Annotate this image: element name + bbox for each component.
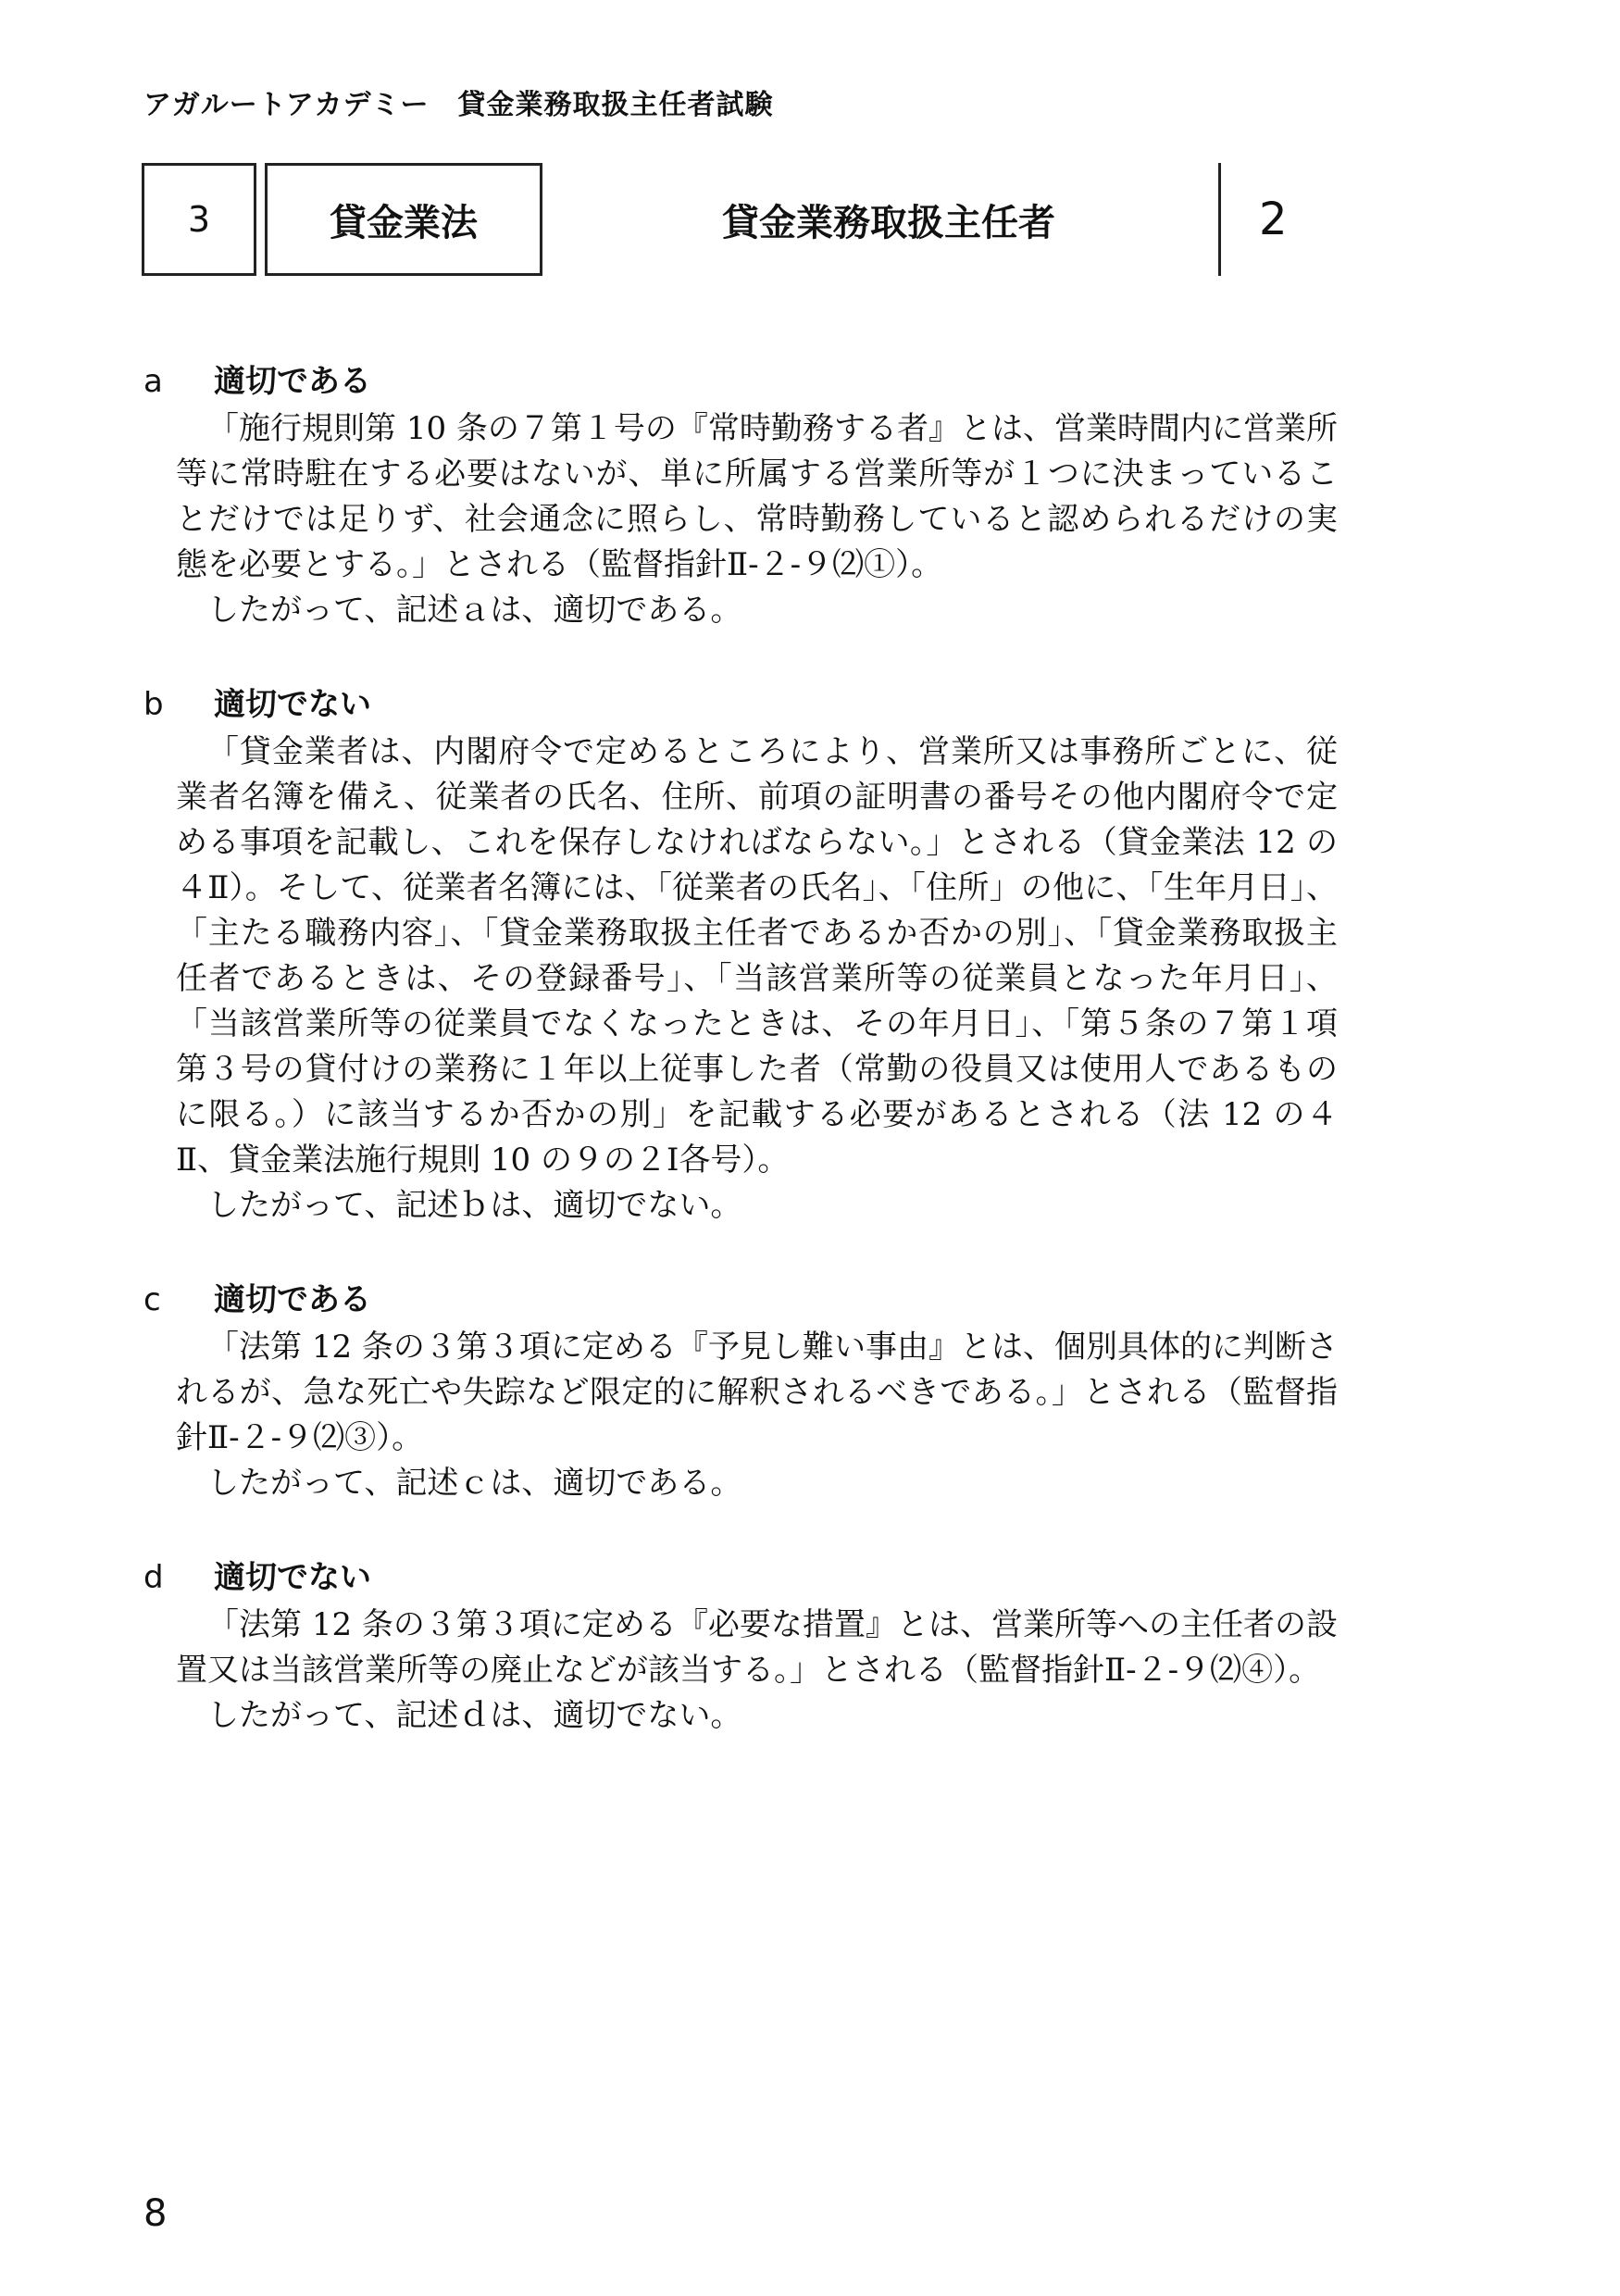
item-conclusion: したがって、記述ｄは、適切でない。 bbox=[207, 1697, 742, 1734]
item-heading bbox=[143, 680, 1338, 730]
item-heading bbox=[143, 1275, 1338, 1325]
item-explanation: 「法第 12 条の３第３項に定める『予見し難い事由』とは、個別具体的に判断されるが、急な死亡や失踪など限定的に解釈されるべきである。」とされる（監督指針Ⅱ-２-９⑵③）。 bbox=[176, 1329, 1338, 1456]
header-title: アガルートアカデミー 貸金業務取扱主任者試験 bbox=[143, 89, 774, 121]
item-body bbox=[143, 406, 1338, 633]
item-c bbox=[143, 1275, 1338, 1506]
item-explanation: 「法第 12 条の３第３項に定める『必要な措置』とは、営業所等への主任者の設置又は当該営業所等の廃止などが該当する。」とされる（監督指針Ⅱ-２-９⑵④）。 bbox=[176, 1606, 1338, 1689]
page-number: 8 bbox=[143, 2192, 168, 2235]
item-verdict: 適切である bbox=[214, 363, 371, 400]
item-letter: a bbox=[143, 363, 163, 400]
item-letter: d bbox=[143, 1559, 164, 1596]
item-verdict: 適切でない bbox=[214, 1559, 371, 1596]
item-conclusion: したがって、記述ｂは、適切でない。 bbox=[207, 1187, 742, 1224]
item-conclusion: したがって、記述ｃは、適切である。 bbox=[207, 1465, 742, 1502]
item-b bbox=[143, 680, 1338, 1229]
answer-number: 2 bbox=[1259, 193, 1288, 245]
header-divider bbox=[1218, 163, 1221, 276]
question-number: 3 bbox=[187, 199, 211, 240]
item-a bbox=[143, 356, 1338, 633]
item-heading bbox=[143, 356, 1338, 406]
question-number-box bbox=[142, 163, 256, 276]
item-explanation: 「貸金業者は、内閣府令で定めるところにより、営業所又は事務所ごとに、従業者名簿を備え、従業者の氏名、住所、前項の証明書の番号その他内閣府令で定める事項を記載し、これを保存しなければならない。」とされる（貸金業法 12 の４Ⅱ）。そして、従業者名簿には、「従業者の氏名」、「住所」の他に、「生年月日」、「主たる職務内容」、「貸金業務取扱主任者であるか否かの別」、「貸金業務取扱主任者であるときは、その登録番号」、「当該営業所等の従業員となった年月日」、「当該営業所等の従業員でなくなったときは、その年月日」、「第５条の７第１項第３号の貸付けの業務に１年以上従事した者（常勤の役員又は使用人であるものに限る。）に該当するか否かの別」を記載する必要があるとされる（法 12 の４Ⅱ、貸金業法施行規則 10 の９の２Ⅰ各号）。 bbox=[176, 733, 1338, 1179]
item-d bbox=[143, 1553, 1338, 1739]
subject-label: 貸金業法 bbox=[330, 201, 478, 244]
item-verdict: 適切である bbox=[214, 1281, 371, 1318]
item-conclusion: したがって、記述ａは、適切である。 bbox=[207, 592, 742, 629]
item-letter: b bbox=[143, 686, 164, 723]
subject-box bbox=[265, 163, 542, 276]
item-verdict: 適切でない bbox=[214, 686, 371, 723]
explanation-content bbox=[143, 356, 1338, 1785]
item-explanation: 「施行規則第 10 条の７第１号の『常時勤務する者』とは、営業時間内に営業所等に常時駐在する必要はないが、単に所属する営業所等が１つに決まっていることだけでは足りず、社会通念に照らし、常時勤務していると認められるだけの実態を必要とする。」とされる（監督指針Ⅱ-２-９⑵①）。 bbox=[176, 410, 1338, 583]
item-body bbox=[143, 730, 1338, 1229]
item-letter: c bbox=[143, 1281, 161, 1318]
item-body bbox=[143, 1325, 1338, 1506]
item-body bbox=[143, 1603, 1338, 1739]
item-heading bbox=[143, 1553, 1338, 1603]
topic-label: 貸金業務取扱主任者 bbox=[722, 201, 1055, 244]
